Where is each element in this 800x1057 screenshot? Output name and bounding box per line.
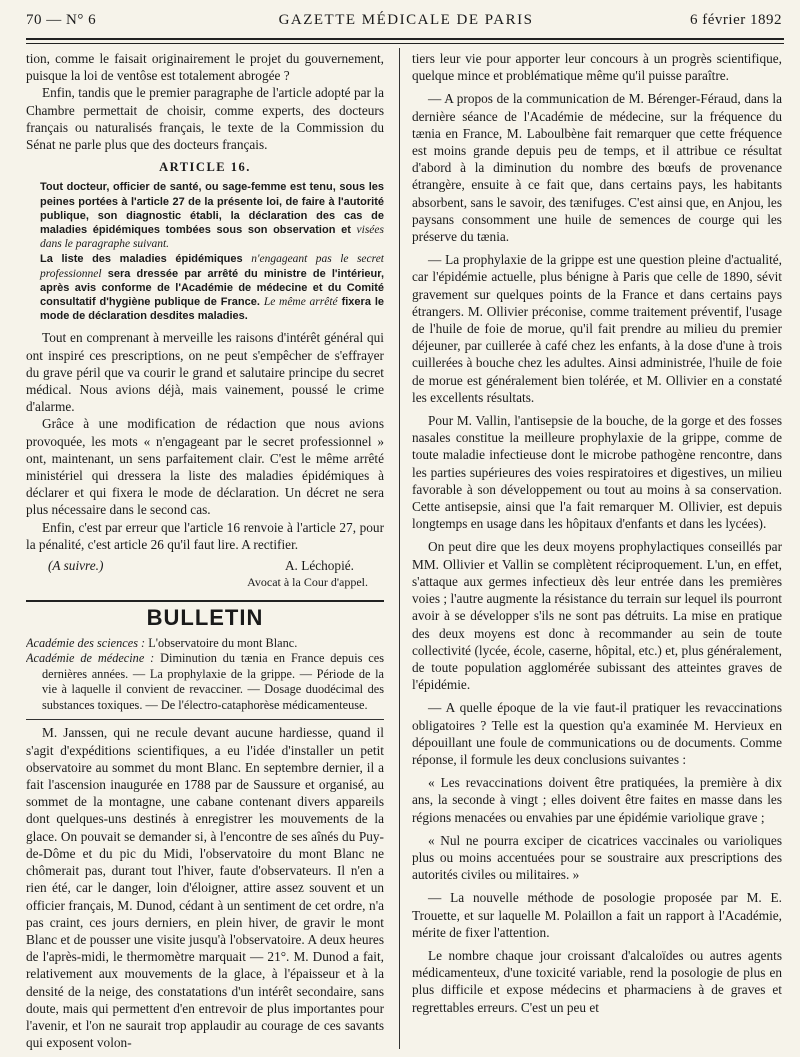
summary-item	[26, 651, 384, 713]
article-text: La liste des maladies épidémiques	[40, 253, 243, 266]
header-rule-thin	[26, 43, 784, 44]
article-emphasis: visées dans le paragraphe suivant.	[40, 224, 384, 251]
article-paragraph	[26, 252, 384, 323]
summary-lead: Académie de médecine :	[26, 651, 155, 666]
paragraph: Grâce à une modification de rédaction que nous avions provoquée, les mots « n'engageant par le secret professionnel » ont, maintenant, un sens parfaitement clair. C'est le même arrêté ministériel qui dressera la liste des maladies épidémiques à déclarer et qui fixera le mode de déclaration. Un décret ne sera plus nécessaire dans le second cas.	[26, 416, 384, 518]
article-emphasis: Le même arrêté	[263, 296, 338, 309]
to-be-continued: (A suivre.)	[48, 558, 104, 574]
summary-text: Diminution du tænia en France depuis ces dernières années. — La prophylaxie de la grippe. — Période de la vie à laquelle il convient de revacciner. — Dosage duodécimal des substances toxiques. — De l'électro-cataphorèse médicamenteuse.	[42, 651, 384, 712]
paragraph: tion, comme le faisait originairement le projet du gouvernement, puisque la loi de ventôse est totalement abrogée ?	[26, 51, 384, 84]
author-name: A. Léchopié.	[284, 558, 354, 574]
article-text: fixera le mode de déclaration desdites maladies.	[40, 296, 384, 323]
summary-text: L'observatoire du mont Blanc.	[148, 635, 298, 650]
paragraph: — La prophylaxie de la grippe est une question pleine d'actualité, car l'épidémie actuelle, plus bénigne à Paris que celle de 1890, sévit gravement sur quelques points de la France et dans certains pays étrangers. M. Ollivier préconise, comme traitement préventif, l'usage de l'huile de foie de morue, qu'il fait prendre au milieu du premier déjeuner, par cuillerée à café chez les enfants, à la dose d'une à trois cuillerées à bouche chez les adultes. Ainsi administrée, l'huile de foie de morue est généralement bien tolérée, et M. Ollivier en a constaté les excellents résultats.	[412, 252, 782, 405]
paragraph: — A quelle époque de la vie faut-il pratiquer les revaccinations obligatoires ? Telle est la question qu'a examinée M. Hervieux en dépouillant une foule de communications ou de documents. Comme réponse, il formule les deux conclusions suivantes :	[412, 700, 782, 767]
article-text: Tout docteur, officier de santé, ou sage-femme est tenu, sous les peines portées à l'article 27 de la présente loi, de faire à l'autorité publique, son diagnostic établi, la déclaration des cas de maladies épidémiques tombées sous son observation et	[40, 181, 384, 237]
paragraph: « Les revaccinations doivent être pratiquées, la première à dix ans, la seconde à vingt ; elles doivent être faites en masse dans les régions menacées ou envahies par une épidémie variolique grave ;	[412, 775, 782, 825]
summary-rule	[26, 719, 384, 720]
summary-item	[26, 636, 384, 652]
paragraph: Enfin, tandis que le premier paragraphe de l'article adopté par la Chambre permettait de choisir, comme experts, des docteurs français ou naturalisés français, le texte de la Commission du Sénat ne parle plus que des docteurs français.	[26, 85, 384, 153]
column-separator	[399, 48, 400, 1049]
header-rule-thick	[26, 38, 784, 40]
issue-date: 6 février 1892	[690, 12, 782, 28]
article-paragraph	[26, 180, 384, 251]
article-emphasis: n'engageant pas le secret professionnel	[40, 253, 384, 280]
paragraph: Pour M. Vallin, l'antisepsie de la bouche, de la gorge et des fosses nasales constitue la meilleure prophylaxie de la grippe, comme de toute maladie infectieuse dont le microbe pathogène rencontre, dans les parties supérieures des voies respiratoires et digestives, un milieu favorable à son développement ou tout au moins à sa conservation. Cette antisepsie, ainsi que l'a fait remarquer M. Ollivier, est depuis longtemps en usage dans les hôpitaux d'enfants et dans les lycées).	[412, 413, 782, 532]
journal-title: GAZETTE MÉDICALE DE PARIS	[278, 12, 534, 28]
right-column	[412, 50, 782, 1051]
paragraph: — La nouvelle méthode de posologie proposée par M. E. Trouette, et sur laquelle M. Polaillon a fait un rapport à l'Académie, mérite de fixer l'attention.	[412, 890, 782, 940]
section-rule	[26, 600, 384, 602]
section-title: BULLETIN	[146, 604, 264, 630]
paragraph: Le nombre chaque jour croissant d'alcaloïdes ou autres agents médicamenteux, d'une toxicité variable, rend la posologie de plus en plus difficile et expose médecins et pharmaciens à de graves et regrettables erreurs. C'est un peu et	[412, 947, 782, 1015]
article-text: sera dressée par arrêté du ministre de l'intérieur, après avis conforme de l'Académie de médecine et du Comité consultatif d'hygiène publique de France.	[40, 267, 384, 309]
paragraph: tiers leur vie pour apporter leur concours à un progrès scientifique, quelque mince et problématique même qu'il puisse paraître.	[412, 51, 782, 84]
paragraph: — A propos de la communication de M. Bérenger-Féraud, dans la dernière séance de l'Académie de médecine, sur la fréquence du tænia en France, M. Laboulbène fait remarquer que cette fréquence est moins grande depuis peu de temps, et il attribue ce résultat d'abord à la diminution du nombre des bœufs de provenance étrangère, ensuite à ce fait que, dans certains pays, les habitants absorbent, sans le savoir, des tænifuges. C'est ainsi que, en Anjou, les paysans consomment une huile de semences de courge qui les préserve du tænia.	[412, 91, 782, 245]
author-title: Avocat à la Cour d'appel.	[247, 575, 368, 590]
page-number: 70 — N° 6	[26, 12, 97, 28]
signature-row	[26, 557, 384, 574]
left-column	[26, 50, 384, 1051]
paragraph: M. Janssen, qui ne recule devant aucune hardiesse, quand il s'agit d'expéditions scientifiques, a eu l'idée d'installer un petit observatoire au sommet du mont Blanc. En septembre dernier, il a fait l'ascension inaugurée en 1788 par de Saussure et organisé, au sommet de la montagne, une cabane contenant divers appareils dont quelques-uns destinés à enregistrer les mouvements de la glace. On pouvait se demander si, à l'encontre de ses aînés du Puy-de-Dôme et du pic du Midi, l'observatoire du mont Blanc ne chômerait pas, durant tout l'hiver, faute d'observateurs. Il n'en a rien été, car le danger, loin d'éloigner, attire assez souvent et un officier français, M. Dunod, cédant à un sentiment de cet ordre, n'a pas craint, ces jours derniers, en plein hiver, de gravir le mont Blanc et de pousser une visite jusqu'à l'observatoire. A deux heures de l'après-midi, le thermomètre marquait — 21°. M. Dunod a fait, relativement aux mouvements de la glace, à l'épaisseur et à la densité de la neige, des constatations d'un intérêt secondaire, sans doute, mais qui permettent d'en entrevoir de plus importantes pour l'avenir, et l'on ne saurait trop applaudir au courage de ces savants qui exposent volon-	[26, 725, 384, 1051]
paragraph: Tout en comprenant à merveille les raisons d'intérêt général qui ont inspiré ces prescriptions, on ne peut s'empêcher de s'effrayer du grave péril que va courir le grand et salutaire principe du secret médical. Nous avions déjà, mais vainement, poussé le crime d'alarme.	[26, 330, 384, 415]
bulletin-summary	[26, 636, 384, 714]
paragraph: Enfin, c'est par erreur que l'article 16 renvoie à l'article 27, pour la pénalité, c'est article 26 qu'il faut lire. A rectifier.	[26, 519, 384, 552]
paragraph: « Nul ne pourra exciper de cicatrices vaccinales ou varioliques plus ou moins accentuées pour se soustraire aux prescriptions des autorités civiles ou militaires. »	[412, 832, 782, 883]
paragraph: On peut dire que les deux moyens prophylactiques conseillés par MM. Ollivier et Vallin se complètent réciproquement. L'un, en effet, s'attaque aux germes infectieux dès leur entrée dans les premières voies ; l'autre augmente la résistance du terrain sur lequel ils pourront avoir à se développer s'ils ne sont pas détruits. La mise en pratique des deux moyens est donc à recommander au sein de toute collectivité (lycée, école, caserne, hôpital, etc.) et, plus généralement, de toute population agglomérée subissant des atteintes graves de l'épidémie.	[412, 539, 782, 693]
article-title: ARTICLE 16.	[159, 160, 251, 175]
summary-lead: Académie des sciences :	[26, 635, 146, 650]
page-header	[26, 12, 786, 34]
